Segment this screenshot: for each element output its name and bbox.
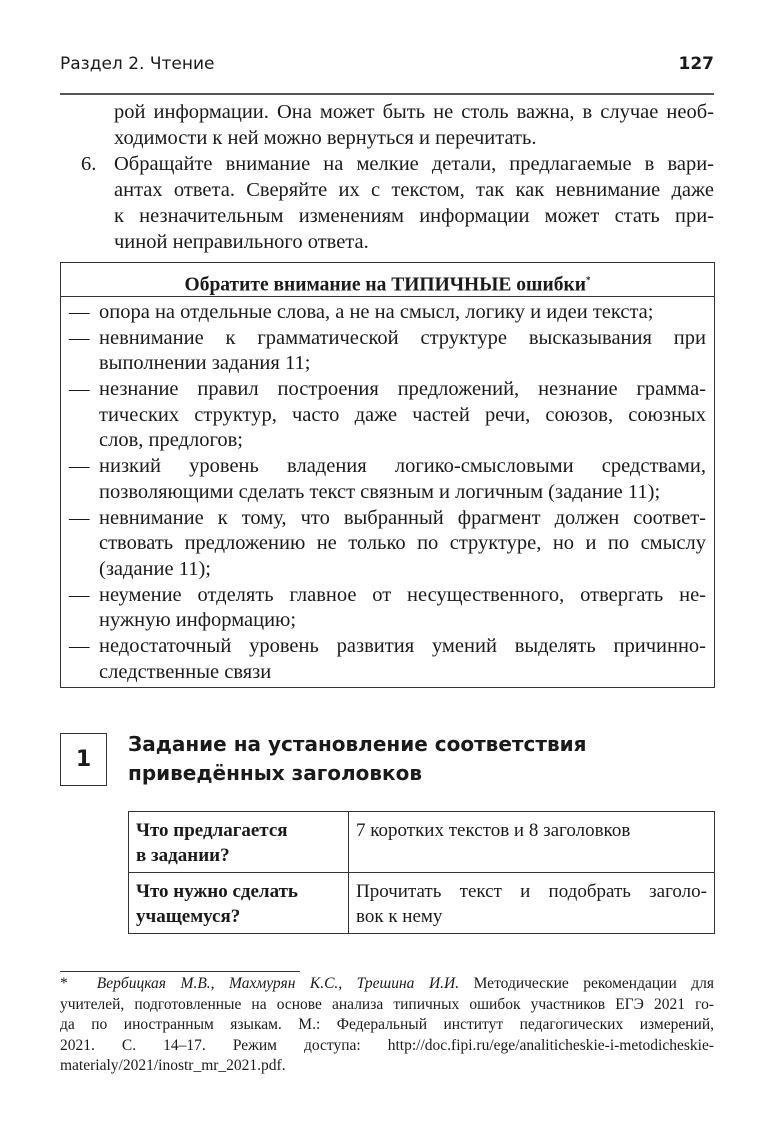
error-list-item [69,326,706,377]
task-title-line: приведённых заголовков [128,761,422,785]
error-text [99,454,706,505]
text-line: следственные связи [99,660,272,683]
text-line: рой информации. Она может быть не столь важна, в случае необ- [114,101,714,123]
error-text [99,506,706,583]
dash-bullet: — [69,583,90,606]
text-line: ствовать предложению не только по структуре, но и по смыслу [99,532,706,555]
task-title [128,730,586,788]
cell-line: Что предлагается [136,820,288,841]
continuation-paragraph [114,99,714,255]
text-line: тических структур, часто даже частей речи, союзов, союзных [99,403,706,426]
text-line: materialy/2021/inostr_mr_2021.pdf. [60,1057,286,1074]
footnote-text: Методические рекомендации для [473,975,715,992]
table-key [129,873,349,934]
cell-line: Прочитать текст и подобрать заголо- [356,881,707,902]
text-line: (задание 11); [99,557,211,580]
list-number: 6. [81,153,97,175]
error-list-item [69,300,706,326]
running-header [60,54,714,80]
text-line: слов, предлогов; [99,429,243,452]
error-list-item [69,377,706,454]
text-line: недостаточный уровень развития умений выделять причинно- [99,634,706,657]
text-line: чиной неправильного ответа. [114,231,369,253]
text-line: ходимости к ней можно вернуться и перечитать. [114,127,537,149]
cell-line: 7 коротких текстов и 8 заголовков [356,820,631,841]
dash-bullet: — [69,634,90,657]
table-row [129,812,715,873]
text-line: да по иностранным языкам. М.: Федеральный институт педагогических измерений, [60,1016,714,1033]
text-line: к незначительным изменениям информации может стать при- [114,205,714,227]
text-line: 2021. С. 14–17. Режим доступа: http://doc.fipi.ru/ege/analiticheskie-i-metodicheskie- [60,1036,714,1054]
header-rule [60,93,714,95]
cell-line: вок к нему [356,906,443,927]
dash-bullet: — [69,378,90,401]
error-list-item [69,583,706,634]
section-title: Раздел 2. Чтение [60,54,215,74]
cell-line: в задании? [136,845,230,866]
error-text [99,300,706,326]
text-line: неумение отделять главное от несущественного, отвергать не- [99,583,706,606]
task-info-table [128,811,715,934]
text-line: невнимание к грамматической структуре высказывания при [99,326,706,349]
error-list-item [69,506,706,583]
text-line: невнимание к тому, что выбранный фрагмент должен соответ- [99,506,706,529]
text-line: низкий уровень владения логико-смысловыми средствами, [99,455,706,478]
error-text [99,583,706,634]
box-title [61,263,714,297]
footnote-authors: Вербицкая М.В., Махмурян К.С., Трешина И.И. [96,975,460,992]
error-list-item [69,454,706,505]
dash-bullet: — [69,301,90,323]
text-line: позволяющими сделать текст связным и логичным (задание 11); [99,480,661,503]
dash-bullet: — [69,455,90,478]
text-line: опора на отдельные слова, а не на смысл, логику и идеи текста; [99,301,654,323]
error-text [99,634,706,685]
task-number: 1 [60,733,107,786]
page-number: 127 [678,54,714,74]
footnote-rule [60,971,300,972]
text-line: антах ответа. Сверяйте их с текстом, так как невнимание даже [114,179,714,201]
text-line: учителей, подготовленные на основе анализа типичных ошибок участников ЕГЭ 2021 го- [60,995,714,1013]
table-row [129,873,715,934]
footnote-ref: * [585,275,591,285]
cell-line: учащемуся? [136,906,241,927]
text-line: незнание правил построения предложений, незнание грамма- [99,378,706,401]
text-line: нужную информацию; [99,609,297,632]
error-text [99,326,706,377]
task-title-line: Задание на установление соответствия [128,732,587,756]
text-line: Обращайте внимание на мелкие детали, предлагаемые в вари- [114,153,714,175]
text-line [60,974,714,995]
box-title-text: Обратите внимание на ТИПИЧНЫЕ ошибки [184,274,586,296]
typical-errors-box [60,262,715,688]
cell-line: Что нужно сделать [136,881,298,902]
footnote-mark: * [60,975,68,992]
table-value [349,873,715,934]
dash-bullet: — [69,506,90,529]
footnote [60,974,714,1077]
dash-bullet: — [69,326,90,349]
error-text [99,377,706,454]
table-key [129,812,349,873]
table-value [349,812,715,873]
error-list-item [69,634,706,685]
text-line: выполнении задания 11; [99,352,311,375]
